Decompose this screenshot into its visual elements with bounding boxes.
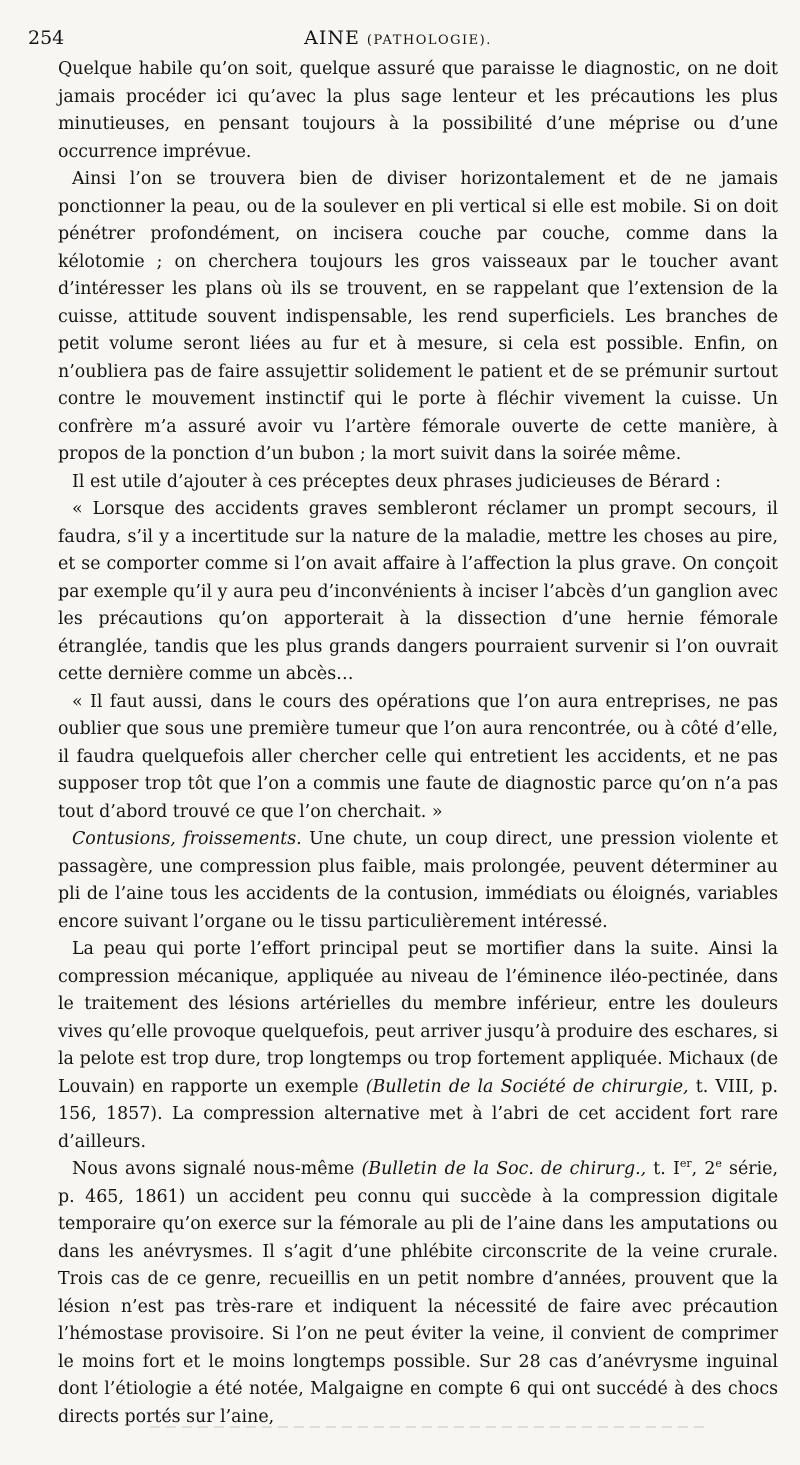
page-header	[28, 27, 768, 53]
paragraph-technique: Ainsi l’on se trouvera bien de diviser horizontalement et de ne jamais ponctionner la peau, ou de la soulever en pli vertical si elle est mobile. Si on doit pénétrer profondément, on incisera couche par couche, comme dans la kélotomie ; on cherchera toujours les gros vaisseaux par le toucher avant d’intéresser les plans où ils se trouvent, en se rappelant que l’extension de la cuisse, attitude souvent indispensable, les rend superficiels. Les branches de petit volume seront liées au fur et à mesure, si cela est possible. Enfin, on n’oubliera pas de faire assujettir solidement le patient et de se prémunir surtout contre le mouvement instinctif qui le porte à fléchir vivement la cuisse. Un confrère m’a assuré avoir vu l’artère fémorale ouverte de cette manière, à propos de la ponction d’un bubon ; la mort suivit dans la soirée même.	[58, 169, 778, 464]
nous-text-2: t. I	[646, 1159, 680, 1179]
superscript-er: er	[679, 1157, 692, 1171]
paragraph-precautions: Quelque habile qu’on soit, quelque assuré que paraisse le diagnostic, on ne doit jamais procéder ici qu’avec la plus sage lenteur et les précautions les plus minutieuses, en pensant toujours à la possibilité d’une méprise ou d’une occurrence imprévue.	[58, 59, 778, 162]
superscript-e: e	[715, 1157, 722, 1171]
paragraph-berard-intro: Il est utile d’ajouter à ces préceptes deux phrases judicieuses de Bérard :	[72, 471, 721, 492]
paragraph-contusions	[58, 826, 778, 936]
paragraph-peau	[58, 936, 778, 1156]
page-number: 254	[28, 27, 65, 49]
peau-text-2: t. VIII, p. 156, 1857). La compression alternative met à l’abri de cet accident fort rare d’ailleurs.	[58, 1076, 778, 1152]
running-title-main: AINE	[304, 27, 360, 49]
paragraph-phlebite	[58, 1156, 778, 1431]
contusions-text: Une chute, un coup direct, une pression violente et passagère, une compression plus faible, mais prolongée, peuvent déterminer au pli de l’aine tous les accidents de la contusion, immédiats ou éloignés, variables encore suivant l’organe ou le tissu particulièrement intéressé.	[58, 829, 778, 932]
bleed-through-line	[150, 1426, 710, 1428]
running-title	[28, 27, 768, 49]
nous-text-3: , 2	[691, 1159, 716, 1179]
nous-text-4: série, p. 465, 1861) un accident peu connu qui succède à la compression digitale temporaire qu’on exerce sur la fémorale au pli de l’aine dans les amputations ou dans les anévrysmes. Il s’agit d’une phlébite circonscrite de la veine crurale. Trois cas de ce genre, recueillis en un petit nombre d’années, prouvent que la lésion n’est pas très-rare et indiquent la nécessité de faire avec précaution l’hémostase provisoire. Si l’on ne peut éviter la veine, il convient de comprimer le moins fort et le moins longtemps possible. Sur 28 cas d’anévrysme inguinal dont l’étiologie a été notée, Malgaigne en compte 6 qui ont succédé à des chocs directs portés sur l’aine,	[58, 1159, 778, 1427]
citation-bulletin-soc: (Bulletin de la Soc. de chirurg.,	[361, 1159, 647, 1179]
quote-berard-2: « Il faut aussi, dans le cours des opérations que l’on aura entreprises, ne pas oublier que sous une première tumeur que l’on aura rencontrée, ou à côté d’elle, il faudra quelquefois aller chercher celle qui entretient les accidents, et ne pas supposer trop tôt que l’on a commis une faute de diagnostic parce qu’on n’a pas tout d’abord trouvé ce que l’on cherchait. »	[58, 691, 778, 822]
nous-text-1: Nous avons signalé nous-même	[72, 1159, 362, 1179]
running-title-sub: (PATHOLOGIE).	[366, 33, 492, 48]
peau-text-1: La peau qui porte l’effort principal peut se mortifier dans la suite. Ainsi la compression mécanique, appliquée au niveau de l’éminence iléo-pectinée, dans le traitement des lésions artérielles du membre inférieur, entre les douleurs vives qu’elle provoque quelquefois, peut arriver jusqu’à produire des eschares, si la pelote est trop dure, trop longtemps ou trop fortement appliquée. Michaux (de Louvain) en rapporte un exemple	[58, 939, 778, 1097]
section-heading-contusions: Contusions, froissements.	[72, 829, 302, 849]
citation-bulletin-societe: (Bulletin de la Société de chirurgie,	[365, 1076, 689, 1097]
page-body	[58, 56, 778, 1431]
quote-berard-1: « Lorsque des accidents graves sembleront réclamer un prompt secours, il faudra, s’il y a incertitude sur la nature de la maladie, mettre les choses au pire, et se comporter comme si l’on avait affaire à l’affection la plus grave. On conçoit par exemple qu’il y aura peu d’inconvénients à inciser l’abcès d’un ganglion avec les précautions qu’on apporterait à la dissection d’une hernie fémorale étranglée, tandis que les plus grands dangers pourraient survenir si l’on ouvrait cette dernière comme un abcès…	[58, 499, 778, 684]
